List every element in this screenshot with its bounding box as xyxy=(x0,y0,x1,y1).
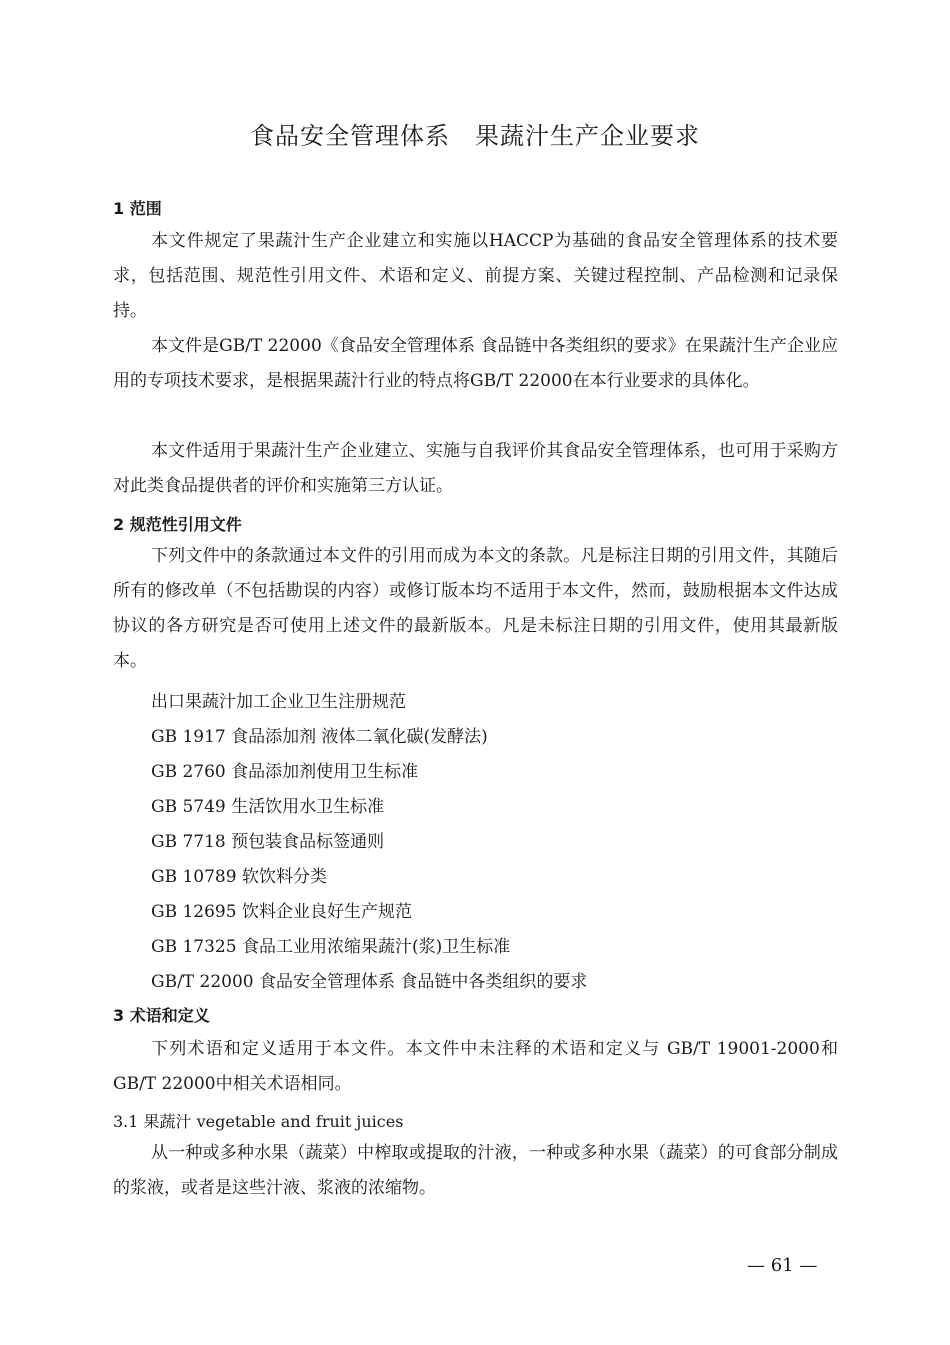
section-1-paragraph-3: 本文件适用于果蔬汁生产企业建立、实施与自我评价其食品安全管理体系，也可用于采购方对此类食品提供者的评价和实施第三方认证。 xyxy=(113,441,838,496)
page-title: 食品安全管理体系 果蔬汁生产企业要求 xyxy=(250,122,700,150)
reference-item: GB 7718 预包装食品标签通则 xyxy=(151,832,385,852)
term-3-1-heading: 3.1 果蔬汁 vegetable and fruit juices xyxy=(113,1112,404,1131)
section-3-heading: 3 术语和定义 xyxy=(113,1006,210,1025)
reference-item: 出口果蔬汁加工企业卫生注册规范 xyxy=(151,692,406,712)
section-2-heading: 2 规范性引用文件 xyxy=(113,515,242,534)
reference-item: GB 5749 生活饮用水卫生标准 xyxy=(151,797,385,817)
term-3-1-definition: 从一种或多种水果（蔬菜）中榨取或提取的汁液，一种或多种水果（蔬菜）的可食部分制成的浆液，或者是这些汁液、浆液的浓缩物。 xyxy=(113,1143,838,1198)
section-1-heading: 1 范围 xyxy=(113,199,162,218)
section-2-paragraph-1: 下列文件中的条款通过本文件的引用而成为本文的条款。凡是标注日期的引用文件，其随后所有的修改单（不包括勘误的内容）或修订版本均不适用于本文件，然而，鼓励根据本文件达成协议的各方研究是否可使用上述文件的最新版本。凡是未标注日期的引用文件，使用其最新版本。 xyxy=(113,546,838,671)
reference-item: GB 12695 饮料企业良好生产规范 xyxy=(151,902,412,922)
page-number: — 61 — xyxy=(747,1255,818,1276)
reference-item: GB 1917 食品添加剂 液体二氧化碳(发酵法) xyxy=(151,727,488,747)
reference-item: GB 2760 食品添加剂使用卫生标准 xyxy=(151,762,419,782)
section-3-paragraph-1: 下列术语和定义适用于本文件。本文件中未注释的术语和定义与 GB/T 19001-2000和GB/T 22000中相关术语相同。 xyxy=(113,1039,838,1094)
section-1-paragraph-1: 本文件规定了果蔬汁生产企业建立和实施以HACCP为基础的食品安全管理体系的技术要求，包括范围、规范性引用文件、术语和定义、前提方案、关键过程控制、产品检测和记录保持。 xyxy=(113,231,838,321)
section-1-paragraph-2: 本文件是GB/T 22000《食品安全管理体系 食品链中各类组织的要求》在果蔬汁生产企业应用的专项技术要求，是根据果蔬汁行业的特点将GB/T 22000在本行业要求的具体化。 xyxy=(113,336,838,391)
reference-item: GB 17325 食品工业用浓缩果蔬汁(浆)卫生标准 xyxy=(151,937,511,957)
reference-item: GB 10789 软饮料分类 xyxy=(151,867,327,887)
reference-item: GB/T 22000 食品安全管理体系 食品链中各类组织的要求 xyxy=(151,972,588,992)
